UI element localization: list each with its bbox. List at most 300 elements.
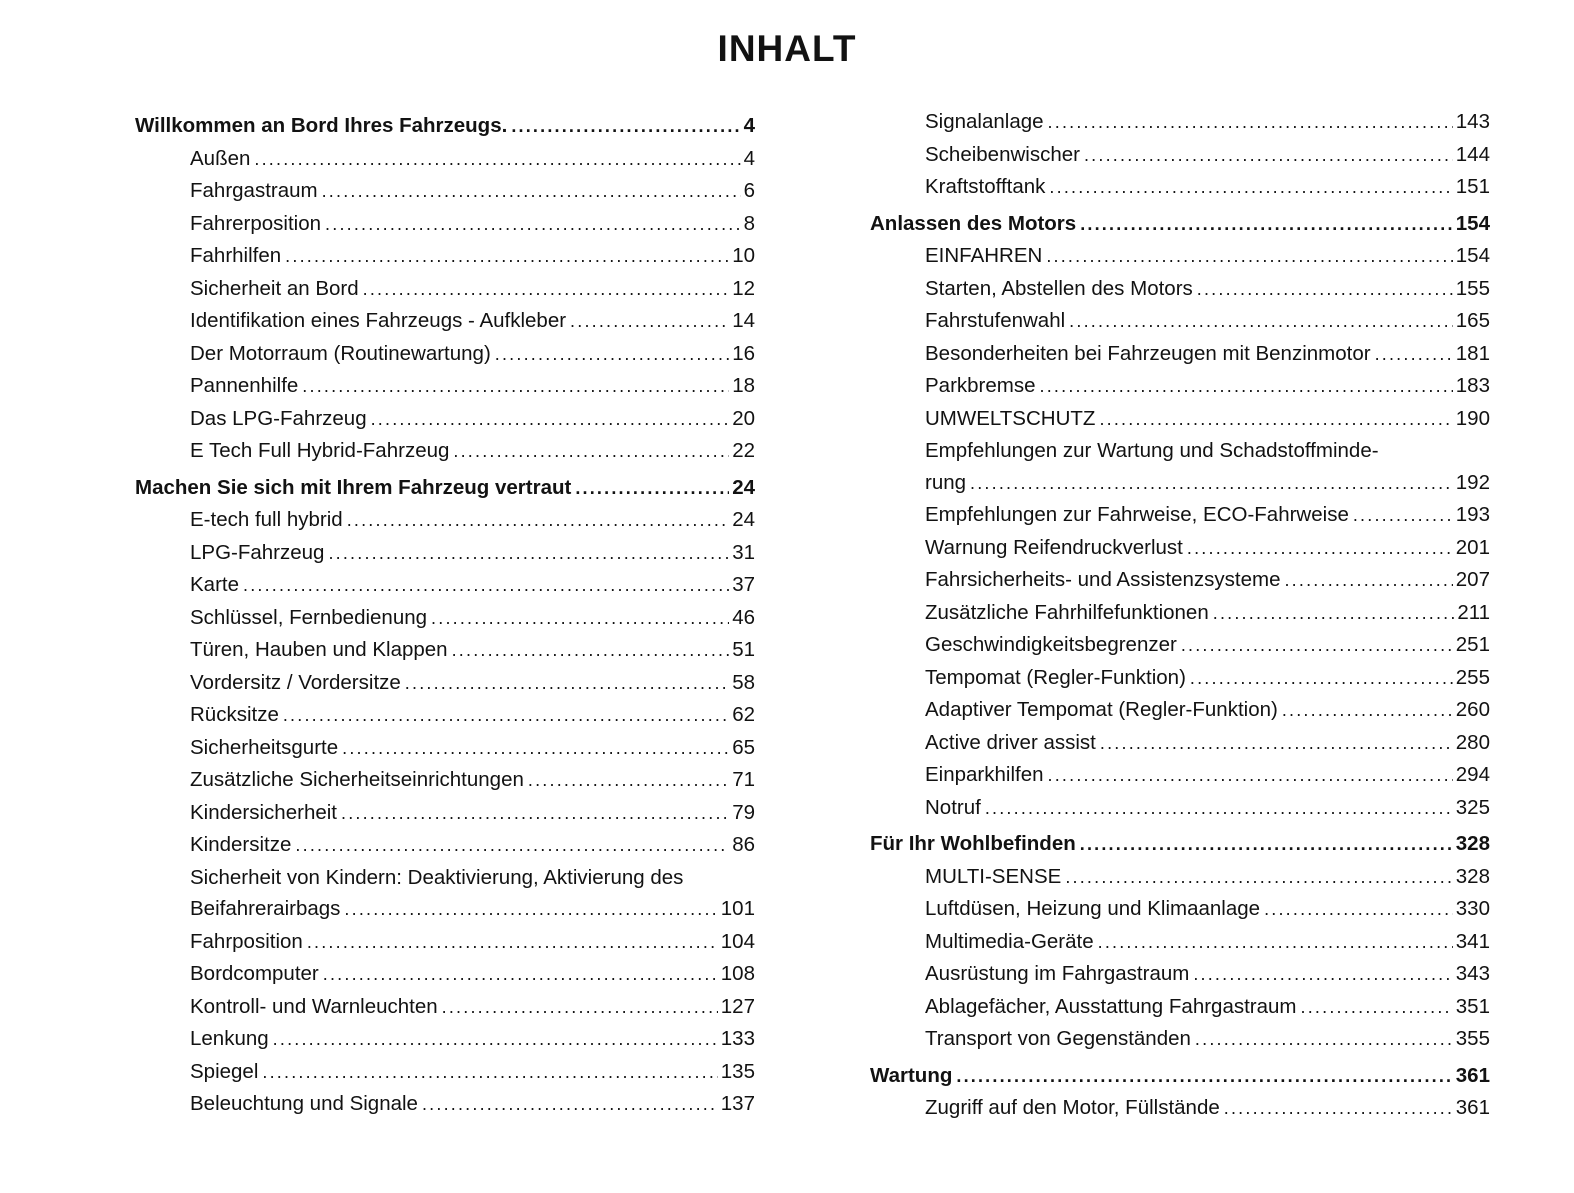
toc-leader-line: [925, 139, 1490, 172]
toc-entry[interactable]: [135, 403, 755, 436]
entry-label: E Tech Full Hybrid-Fahrzeug: [190, 439, 450, 462]
page-number: 207: [1455, 568, 1490, 591]
entry-label: Wartung: [870, 1063, 953, 1087]
dot-leader: [1080, 208, 1453, 241]
page-number: 133: [720, 1027, 755, 1050]
toc-leader-line: [925, 467, 1490, 500]
toc-leader-line: [925, 305, 1490, 338]
toc-entry[interactable]: [135, 862, 755, 926]
toc-leader-line: [190, 764, 755, 797]
page-number: 20: [732, 406, 755, 430]
entry-label: Einparkhilfen: [925, 763, 1044, 786]
toc-entry[interactable]: [135, 273, 755, 306]
toc-leader-line: [190, 143, 755, 176]
entry-label: Active driver assist: [925, 730, 1096, 754]
dot-leader: [1040, 370, 1453, 403]
toc-leader-line: [135, 110, 755, 143]
dot-leader: [254, 143, 740, 176]
toc-leader-line: [925, 597, 1490, 630]
toc-entry[interactable]: [870, 1092, 1490, 1125]
page-number: 31: [732, 540, 755, 564]
dot-leader: [431, 602, 729, 635]
toc-leader-line: [190, 732, 755, 765]
page-number: 62: [732, 703, 755, 726]
toc-leader-line: [870, 208, 1490, 241]
toc-leader-line: [190, 208, 755, 241]
toc-leader-line: [190, 667, 755, 700]
entry-label: Empfehlungen zur Fahrweise, ECO-Fahrweise: [925, 503, 1349, 526]
toc-entry[interactable]: [870, 597, 1490, 630]
toc-page: [0, 28, 1574, 1125]
dot-leader: [1190, 662, 1453, 695]
toc-leader-line: [925, 370, 1490, 403]
toc-entry[interactable]: [870, 926, 1490, 959]
dot-leader: [442, 991, 718, 1024]
dot-leader: [1069, 305, 1453, 338]
page-number: 137: [720, 1092, 755, 1115]
toc-leader-line: [925, 792, 1490, 825]
entry-label: Adaptiver Tempomat (Regler-Funktion): [925, 698, 1278, 721]
page-number: 280: [1455, 730, 1490, 754]
entry-label: Ablagefächer, Ausstattung Fahrgastraum: [925, 994, 1297, 1018]
toc-entry[interactable]: [870, 991, 1490, 1024]
dot-leader: [1197, 273, 1453, 306]
toc-entry[interactable]: [135, 537, 755, 570]
entry-label: Ausrüstung im Fahrgastraum: [925, 962, 1190, 985]
toc-leader-line: [190, 634, 755, 667]
toc-leader-line: [190, 699, 755, 732]
toc-leader-line: [190, 504, 755, 537]
entry-label: Pannenhilfe: [190, 374, 299, 397]
page-title: INHALT: [717, 28, 857, 69]
toc-entry[interactable]: [870, 532, 1490, 565]
toc-section[interactable]: [135, 472, 755, 505]
toc-leader-line: [870, 828, 1490, 861]
dot-leader: [570, 305, 729, 338]
page-number: 351: [1455, 994, 1490, 1018]
toc-leader-line: [190, 240, 755, 273]
page-number: 135: [720, 1059, 755, 1083]
toc-leader-line: [925, 759, 1490, 792]
toc-leader-line: [925, 564, 1490, 597]
toc-leader-line: [925, 532, 1490, 565]
toc-leader-line: [925, 958, 1490, 991]
entry-label: Willkommen an Bord Ihres Fahrzeugs.: [135, 114, 508, 137]
page-number: 343: [1455, 962, 1490, 985]
page-number: 294: [1455, 763, 1490, 786]
dot-leader: [956, 1060, 1452, 1093]
toc-entry[interactable]: [135, 764, 755, 797]
dot-leader: [322, 175, 741, 208]
page-number: 58: [732, 670, 755, 694]
dot-leader: [262, 1056, 717, 1089]
entry-label: E-tech full hybrid: [190, 508, 343, 531]
entry-label: Türen, Hauben und Klappen: [190, 638, 448, 661]
dot-leader: [575, 472, 729, 505]
toc-entry[interactable]: [135, 435, 755, 468]
dot-leader: [1375, 338, 1453, 371]
dot-leader: [1084, 139, 1453, 172]
toc-entry[interactable]: [135, 602, 755, 635]
toc-column-left: [135, 106, 755, 1125]
dot-leader: [1048, 759, 1453, 792]
entry-label: Fahrgastraum: [190, 179, 318, 202]
dot-leader: [243, 569, 729, 602]
toc-entry[interactable]: [870, 106, 1490, 139]
page-number: 154: [1455, 244, 1490, 267]
dot-leader: [344, 893, 717, 926]
toc-leader-line: [925, 403, 1490, 436]
dot-leader: [1213, 597, 1455, 630]
toc-leader-line: [925, 926, 1490, 959]
page-number: 18: [732, 374, 755, 397]
page-number: 330: [1455, 897, 1490, 920]
page-number: 79: [732, 800, 755, 824]
toc-leader-line: [190, 305, 755, 338]
dot-leader: [328, 537, 729, 570]
entry-label: Notruf: [925, 795, 981, 819]
toc-leader-line: [190, 991, 755, 1024]
dot-leader: [1284, 564, 1452, 597]
page-number: 24: [732, 475, 755, 499]
toc-entry[interactable]: [135, 143, 755, 176]
dot-leader: [1099, 403, 1452, 436]
dot-leader: [302, 370, 729, 403]
entry-label: Scheibenwischer: [925, 142, 1080, 166]
toc-entry[interactable]: [135, 1023, 755, 1056]
entry-label-line1: Empfehlungen zur Wartung und Schadstoffminde-: [925, 439, 1379, 462]
entry-label: Sicherheitsgurte: [190, 735, 339, 759]
dot-leader: [1049, 171, 1452, 204]
toc-leader-line: [190, 958, 755, 991]
toc-leader-line: [925, 694, 1490, 727]
toc-entry[interactable]: [135, 797, 755, 830]
dot-leader: [452, 634, 730, 667]
toc-entry[interactable]: [135, 175, 755, 208]
toc-entry[interactable]: [135, 991, 755, 1024]
page-number: 201: [1455, 535, 1490, 559]
page-number: 8: [743, 211, 755, 235]
toc-entry[interactable]: [870, 694, 1490, 727]
entry-label: UMWELTSCHUTZ: [925, 406, 1096, 430]
toc-entry[interactable]: [135, 305, 755, 338]
toc-leader-line: [925, 240, 1490, 273]
page-number: 155: [1455, 276, 1490, 300]
toc-entry[interactable]: [135, 829, 755, 862]
toc-entry[interactable]: [870, 564, 1490, 597]
entry-label: Rücksitze: [190, 703, 279, 726]
dot-leader: [511, 110, 740, 143]
entry-label: Bordcomputer: [190, 962, 319, 985]
toc-entry[interactable]: [135, 338, 755, 371]
entry-label: Fahrhilfen: [190, 244, 282, 267]
dot-leader: [422, 1088, 718, 1121]
toc-leader-line: [190, 602, 755, 635]
entry-label: Fahrerposition: [190, 211, 322, 235]
page-number: 211: [1457, 600, 1490, 624]
entry-label: Für Ihr Wohlbefinden: [870, 832, 1076, 855]
entry-label: Tempomat (Regler-Funktion): [925, 665, 1186, 689]
entry-label: Fahrsicherheits- und Assistenzsysteme: [925, 568, 1281, 591]
toc-leader-line: [925, 106, 1490, 139]
dot-leader: [1224, 1092, 1453, 1125]
page-number: 46: [732, 605, 755, 629]
page-number: 325: [1455, 795, 1490, 819]
toc-leader-line: [190, 1056, 755, 1089]
page-number: 71: [732, 768, 755, 791]
toc-entry[interactable]: [870, 403, 1490, 436]
page-number: 22: [732, 439, 755, 462]
entry-label: LPG-Fahrzeug: [190, 540, 325, 564]
dot-leader: [341, 797, 729, 830]
page-number: 328: [1455, 832, 1490, 855]
page-number: 341: [1455, 929, 1490, 953]
entry-label: Schlüssel, Fernbedienung: [190, 605, 428, 629]
toc-entry[interactable]: [870, 1023, 1490, 1056]
page-number: 151: [1455, 175, 1490, 198]
toc-leader-line: [190, 273, 755, 306]
dot-leader: [1353, 499, 1453, 532]
toc-entry[interactable]: [870, 273, 1490, 306]
toc-entry[interactable]: [870, 171, 1490, 204]
dot-leader: [347, 504, 730, 537]
entry-label: Kindersicherheit: [190, 800, 337, 824]
toc-entry[interactable]: [135, 958, 755, 991]
toc-entry[interactable]: [870, 370, 1490, 403]
dot-leader: [1046, 240, 1452, 273]
entry-label: Spiegel: [190, 1059, 259, 1083]
entry-label: EINFAHREN: [925, 244, 1043, 267]
entry-label: Sicherheit an Bord: [190, 276, 359, 300]
toc-leader-line: [135, 472, 755, 505]
toc-section[interactable]: [135, 110, 755, 143]
toc-section[interactable]: [870, 208, 1490, 241]
entry-label: Besonderheiten bei Fahrzeugen mit Benzinmotor: [925, 341, 1371, 365]
page-number: 328: [1455, 864, 1490, 888]
toc-leader-line: [925, 991, 1490, 1024]
entry-label: Luftdüsen, Heizung und Klimaanlage: [925, 897, 1261, 920]
entry-label: Zugriff auf den Motor, Füllstände: [925, 1096, 1220, 1119]
dot-leader: [970, 467, 1453, 500]
entry-label-line1: Sicherheit von Kindern: Deaktivierung, Aktivierung des: [190, 865, 684, 889]
toc-entry[interactable]: [870, 305, 1490, 338]
entry-label: Lenkung: [190, 1027, 269, 1050]
entry-label: Kindersitze: [190, 833, 292, 856]
page-number: 361: [1455, 1096, 1490, 1119]
dot-leader: [1048, 106, 1453, 139]
entry-label: Kontroll- und Warnleuchten: [190, 994, 438, 1018]
dot-leader: [1264, 893, 1453, 926]
toc-entry[interactable]: [870, 958, 1490, 991]
toc-leader-line: [925, 629, 1490, 662]
page-number: 355: [1455, 1027, 1490, 1050]
dot-leader: [363, 273, 730, 306]
entry-label: Zusätzliche Sicherheitseinrichtungen: [190, 768, 524, 791]
toc-entry[interactable]: [870, 861, 1490, 894]
dot-leader: [1181, 629, 1453, 662]
toc-leader-line: [190, 370, 755, 403]
toc-leader-line: [925, 861, 1490, 894]
entry-label: Der Motorraum (Routinewartung): [190, 341, 491, 365]
toc-leader-line: [190, 403, 755, 436]
toc-entry[interactable]: [870, 629, 1490, 662]
toc-leader-line: [925, 662, 1490, 695]
entry-label: Warnung Reifendruckverlust: [925, 535, 1183, 559]
entry-label: Multimedia-Geräte: [925, 929, 1094, 953]
toc-section[interactable]: [870, 828, 1490, 861]
page-number: 12: [732, 276, 755, 300]
page-number: 104: [720, 929, 755, 953]
entry-label: Karte: [190, 573, 239, 596]
toc-entry[interactable]: [135, 504, 755, 537]
dot-leader: [307, 926, 718, 959]
toc-entry[interactable]: [135, 370, 755, 403]
dot-leader: [1195, 1023, 1453, 1056]
page-number: 14: [732, 309, 755, 332]
page-number: 6: [743, 179, 755, 202]
toc-leader-line: [925, 499, 1490, 532]
dot-leader: [295, 829, 729, 862]
page-number: 108: [720, 962, 755, 985]
entry-label: Zusätzliche Fahrhilfefunktionen: [925, 600, 1209, 624]
toc-entry[interactable]: [870, 499, 1490, 532]
page-number: 361: [1455, 1063, 1490, 1087]
toc-leader-line: [925, 1092, 1490, 1125]
page-number: 192: [1455, 470, 1490, 494]
page-number: 251: [1455, 633, 1490, 656]
entry-label: Starten, Abstellen des Motors: [925, 276, 1193, 300]
dot-leader: [323, 958, 718, 991]
dot-leader: [453, 435, 729, 468]
toc-leader-line: [190, 893, 755, 926]
entry-label: Das LPG-Fahrzeug: [190, 406, 367, 430]
entry-label: MULTI-SENSE: [925, 864, 1062, 888]
entry-label: Machen Sie sich mit Ihrem Fahrzeug vertraut: [135, 475, 572, 499]
toc-entry[interactable]: [135, 634, 755, 667]
page-number: 37: [732, 573, 755, 596]
toc-leader-line: [190, 926, 755, 959]
entry-label: Fahrstufenwahl: [925, 309, 1066, 332]
dot-leader: [985, 792, 1453, 825]
dot-leader: [283, 699, 729, 732]
entry-label: Anlassen des Motors: [870, 211, 1077, 235]
toc-entry[interactable]: [870, 139, 1490, 172]
toc-entry[interactable]: [135, 208, 755, 241]
entry-label: Vordersitz / Vordersitze: [190, 670, 401, 694]
toc-leader-line: [925, 727, 1490, 760]
dot-leader: [273, 1023, 718, 1056]
entry-label: Beifahrerairbags: [190, 897, 341, 920]
toc-entry[interactable]: [135, 240, 755, 273]
page-number: 24: [732, 508, 755, 531]
toc-entry[interactable]: [135, 732, 755, 765]
dot-leader: [1282, 694, 1453, 727]
entry-label: rung: [925, 470, 967, 494]
entry-label: Geschwindigkeitsbegrenzer: [925, 633, 1177, 656]
dot-leader: [1193, 958, 1452, 991]
toc-entry[interactable]: [870, 435, 1490, 499]
toc-leader-line: [870, 1060, 1490, 1093]
dot-leader: [371, 403, 730, 436]
toc-leader-line: [925, 1023, 1490, 1056]
page-number: 193: [1455, 503, 1490, 526]
page-number: 16: [732, 341, 755, 365]
toc-entry[interactable]: [135, 1088, 755, 1121]
dot-leader: [325, 208, 741, 241]
toc-section[interactable]: [870, 1060, 1490, 1093]
toc-leader-line: [925, 171, 1490, 204]
toc-entry[interactable]: [870, 338, 1490, 371]
toc-entry[interactable]: [135, 667, 755, 700]
toc-entry[interactable]: [870, 727, 1490, 760]
page-number: 143: [1455, 110, 1490, 133]
page-number: 183: [1455, 374, 1490, 397]
page-number: 51: [732, 638, 755, 661]
entry-label: Beleuchtung und Signale: [190, 1092, 418, 1115]
dot-leader: [285, 240, 729, 273]
page-number: 181: [1455, 341, 1490, 365]
page-number: 154: [1455, 211, 1490, 235]
dot-leader: [1080, 828, 1453, 861]
page-number: 127: [720, 994, 755, 1018]
entry-label: Transport von Gegenständen: [925, 1027, 1191, 1050]
toc-column-right: [870, 106, 1490, 1125]
toc-leader-line: [190, 797, 755, 830]
toc-leader-line: [190, 435, 755, 468]
toc-leader-line: [190, 569, 755, 602]
toc-entry[interactable]: [870, 792, 1490, 825]
page-number: 190: [1455, 406, 1490, 430]
page-number: 4: [743, 146, 755, 170]
toc-columns: [0, 106, 1574, 1125]
page-number: 101: [720, 897, 755, 920]
toc-entry[interactable]: [135, 926, 755, 959]
toc-entry[interactable]: [135, 699, 755, 732]
toc-leader-line: [190, 829, 755, 862]
entry-label: Kraftstofftank: [925, 175, 1046, 198]
entry-label: Parkbremse: [925, 374, 1036, 397]
toc-leader-line: [190, 175, 755, 208]
dot-leader: [1100, 727, 1453, 760]
toc-entry[interactable]: [870, 759, 1490, 792]
toc-leader-line: [190, 537, 755, 570]
dot-leader: [1301, 991, 1453, 1024]
page-number: 144: [1455, 142, 1490, 166]
toc-leader-line: [925, 893, 1490, 926]
toc-entry[interactable]: [135, 569, 755, 602]
entry-label: Fahrposition: [190, 929, 303, 953]
page-number: 165: [1455, 309, 1490, 332]
dot-leader: [528, 764, 729, 797]
dot-leader: [342, 732, 729, 765]
entry-label: Signalanlage: [925, 110, 1044, 133]
toc-entry[interactable]: [870, 662, 1490, 695]
page-number: 10: [732, 244, 755, 267]
toc-leader-line: [925, 338, 1490, 371]
toc-entry[interactable]: [870, 893, 1490, 926]
dot-leader: [1098, 926, 1453, 959]
toc-entry[interactable]: [135, 1056, 755, 1089]
toc-entry[interactable]: [870, 240, 1490, 273]
toc-leader-line: [190, 1088, 755, 1121]
toc-leader-line: [925, 273, 1490, 306]
dot-leader: [1187, 532, 1453, 565]
dot-leader: [1065, 861, 1452, 894]
dot-leader: [405, 667, 729, 700]
entry-label: Außen: [190, 146, 251, 170]
page-number: 4: [743, 114, 755, 137]
toc-leader-line: [190, 1023, 755, 1056]
